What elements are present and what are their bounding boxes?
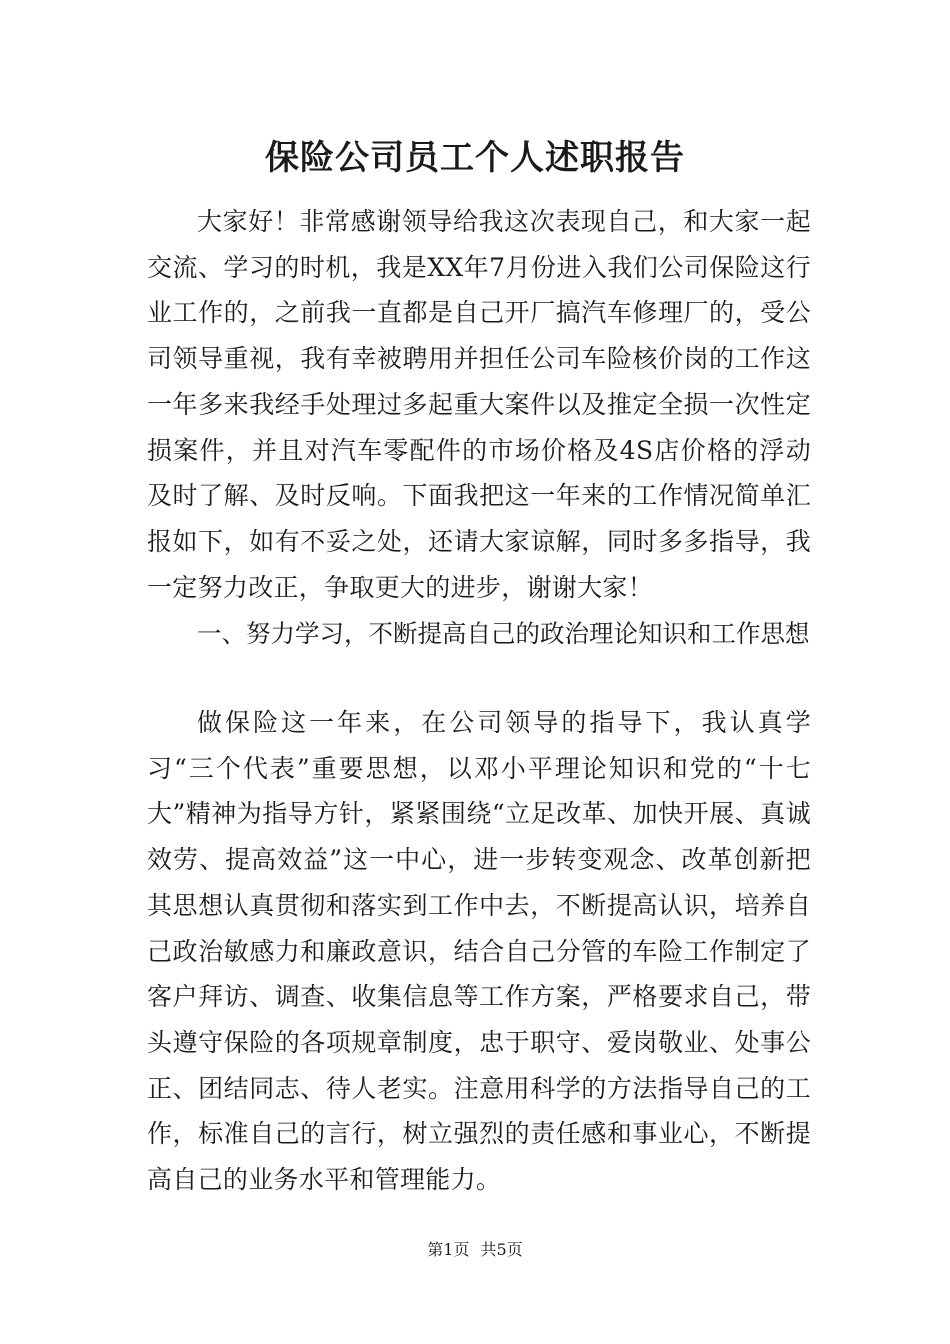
page-total: 共5页 <box>480 1240 523 1259</box>
page-footer <box>0 1238 950 1262</box>
section-paragraph: 做保险这一年来，在公司领导的指导下，我认真学习“三个代表”重要思想，以邓小平理论知识和党的“十七大”精神为指导方针，紧紧围绕“立足改革、加快开展、真诚效劳、提高效益”这一中心，进一步转变观念、改革创新把其思想认真贯彻和落实到工作中去，不断提高认识，培养自己政治敏感力和廉政意识，结合自己分管的车险工作制定了客户拜访、调查、收集信息等工作方案，严格要求自己，带头遵守保险的各项规章制度，忠于职守、爱岗敬业、处事公正、团结同志、待人老实。注意用科学的方法指导自己的工作，标准自己的言行，树立强烈的责任感和事业心，不断提高自己的业务水平和管理能力。 <box>147 708 811 1195</box>
section-heading: 一、努力学习，不断提高自己的政治理论知识和工作思想 <box>197 619 810 648</box>
document-title: 保险公司员工个人述职报告 <box>265 138 685 178</box>
intro-paragraph: 大家好！非常感谢领导给我这次表现自己，和大家一起交流、学习的时机，我是XX年7月份进入我们公司保险这行业工作的，之前我一直都是自己开厂搞汽车修理厂的，受公司领导重视，我有幸被聘用并担任公司车险核价岗的工作这一年多来我经手处理过多起重大案件以及推定全损一次性定损案件，并且对汽车零配件的市场价格及4S店价格的浮动及时了解、及时反响。下面我把这一年来的工作情况简单汇报如下，如有不妥之处，还请大家谅解，同时多多指导，我一定努力改正，争取更大的进步，谢谢大家！ <box>147 207 811 602</box>
page-number: 第1页 <box>427 1240 470 1259</box>
